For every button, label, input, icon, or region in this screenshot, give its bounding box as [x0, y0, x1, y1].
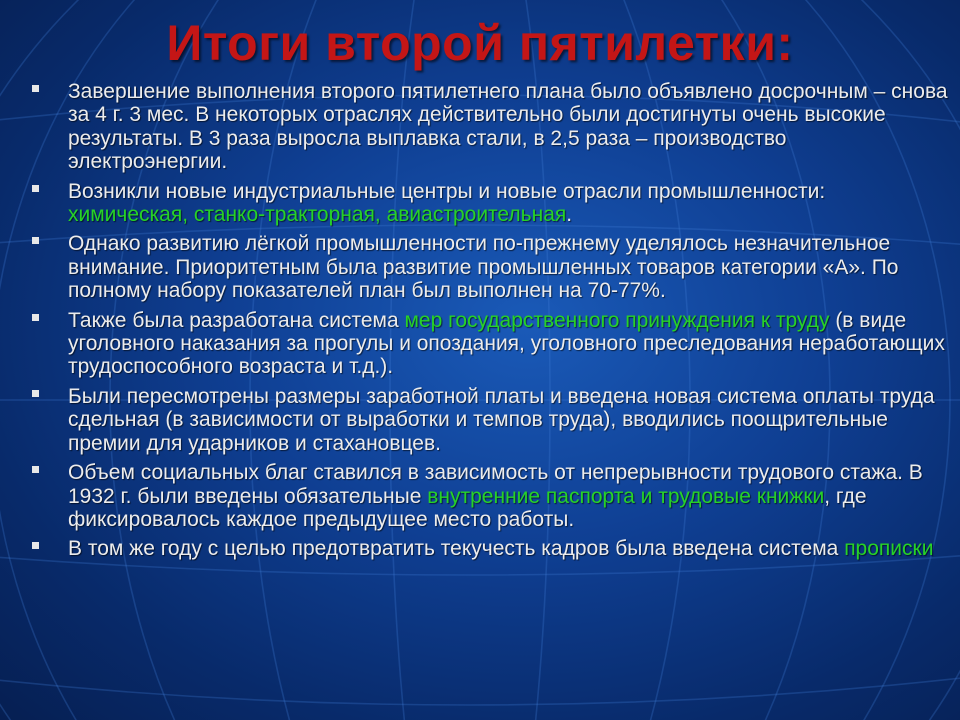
bullet-item	[30, 385, 950, 455]
bullet-text	[68, 180, 950, 227]
bullet-marker-icon	[32, 85, 39, 92]
bullet-text-segment: В том же году с целью предотвратить текучесть кадров была введена система	[68, 537, 845, 561]
bullet-text-segment: Однако развитию лёгкой промышленности по-прежнему уделялось незначительное внимание. Приоритетным была развитие промышленных товаров категории «А». По полному набору показателей план был выполнен на 70-77%.	[68, 232, 899, 303]
highlighted-term: прописки	[844, 537, 934, 561]
bullet-marker-icon	[32, 185, 39, 192]
highlighted-term: мер государственного принуждения к труду	[404, 308, 830, 332]
bullet-marker-icon	[32, 237, 39, 244]
bullet-marker-icon	[32, 314, 39, 321]
bullet-text-segment: .	[566, 203, 573, 227]
bullet-item	[30, 80, 950, 174]
bullet-marker-icon	[32, 466, 39, 473]
bullet-marker-icon	[32, 542, 39, 549]
bullet-list	[30, 80, 950, 567]
bullet-text-segment: (в виде уголовного наказания за прогулы и опоздания, уголовного преследования неработающих трудоспособного возраста и т.д.).	[68, 308, 945, 379]
highlighted-term: внутренние паспорта и трудовые книжки	[427, 484, 825, 508]
bullet-text-segment: Были пересмотрены размеры заработной платы и введена новая система оплаты труда сдельная (в зависимости от выработки и темпов труда), вводились поощрительные премии для ударников и стахановцев.	[68, 384, 935, 455]
bullet-item	[30, 461, 950, 531]
bullet-item	[30, 232, 950, 302]
bullet-marker-icon	[32, 390, 39, 397]
highlighted-term: химическая, станко-тракторная, авиастроительная	[68, 203, 567, 227]
bullet-text	[68, 232, 950, 302]
bullet-item	[30, 180, 950, 227]
bullet-item	[30, 309, 950, 379]
bullet-text	[68, 309, 950, 379]
bullet-text-segment: Объем социальных благ ставился в зависимость от непрерывности трудового стажа. В 1932 г. были введены обязательные	[68, 461, 923, 508]
bullet-text	[68, 537, 950, 560]
bullet-text-segment: , где фиксировалось каждое предыдущее место работы.	[68, 484, 867, 531]
bullet-text	[68, 385, 950, 455]
slide-title: Итоги второй пятилетки:	[166, 15, 794, 71]
bullet-text-segment: Возникли новые индустриальные центры и новые отрасли промышленности:	[68, 179, 826, 203]
bullet-text-segment: Завершение выполнения второго пятилетнего плана было объявлено досрочным – снова за 4 г. 3 мес. В некоторых отраслях действительно были достигнуты очень высокие результаты. В 3 раза выросла выплавка стали, в 2,5 раза – производство электроэнергии.	[68, 80, 948, 174]
bullet-item	[30, 537, 950, 560]
bullet-text	[68, 80, 950, 174]
bullet-text-segment: Также была разработана система	[68, 308, 405, 332]
bullet-text	[68, 461, 950, 531]
